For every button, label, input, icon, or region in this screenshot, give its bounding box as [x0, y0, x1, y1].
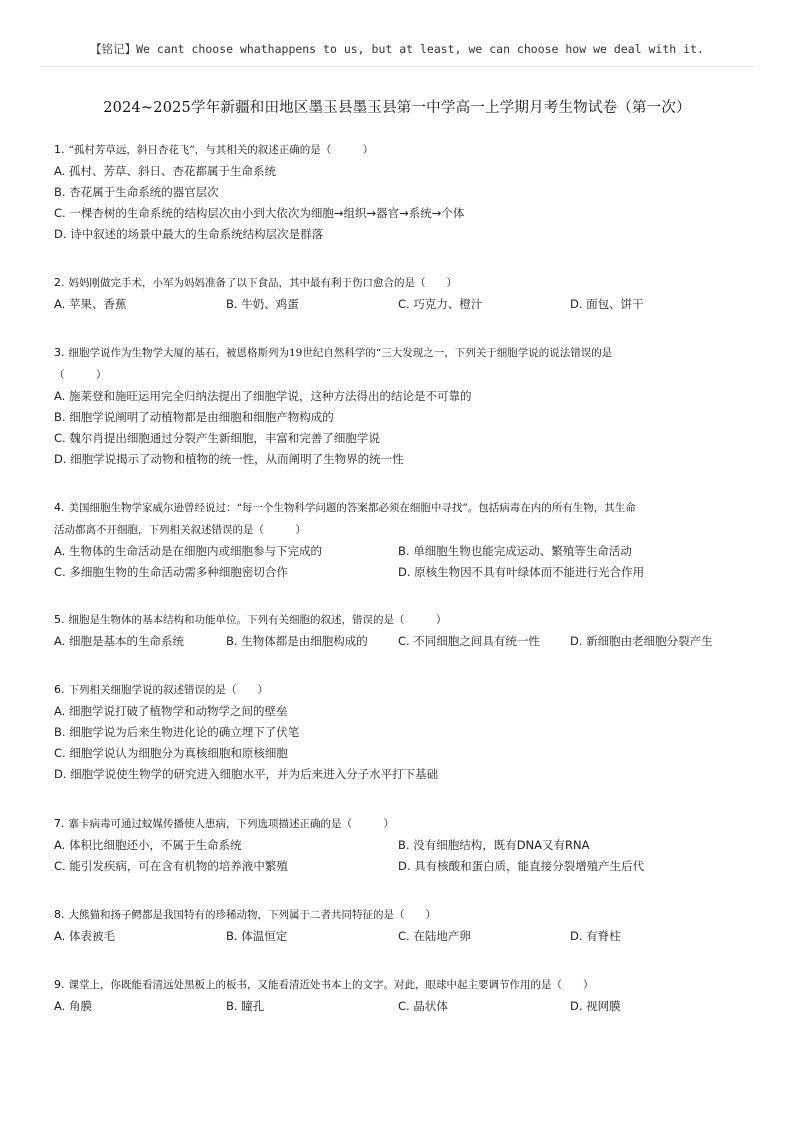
question-stem: [54, 813, 744, 835]
option-c: C. 巧克力、橙汁: [398, 297, 483, 311]
question-text-line-2: （ ）: [54, 369, 107, 381]
question-1: [54, 139, 744, 245]
option-b: B. 细胞学说为后来生物进化论的确立埋下了伏笔: [54, 725, 300, 739]
question-9: [54, 974, 744, 1017]
option-row: [54, 835, 744, 856]
question-number: 3.: [54, 346, 65, 359]
option-a: A. 细胞是基本的生命系统: [54, 634, 184, 648]
option-row: [54, 996, 744, 1017]
option-a: A. 体表被毛: [54, 929, 115, 943]
question-stem: [54, 497, 744, 519]
option-c: C. 不同细胞之间具有统一性: [398, 634, 540, 648]
question-text: 课堂上，你既能看清远处黑板上的板书，又能看清近处书本上的文字。对此，眼球中起主要调节作用的是（ ）: [68, 979, 594, 991]
option-d: D. 具有核酸和蛋白质，能直接分裂增殖产生后代: [398, 859, 645, 873]
question-text: 大熊猫和扬子鳄都是我国特有的珍稀动物，下列属于二者共同特征的是（ ）: [68, 909, 436, 921]
page-title: 2024~2025学年新疆和田地区墨玉县墨玉县第一中学高一上学期月考生物试卷（第一次）: [103, 100, 691, 116]
option-c: C. 能引发疾病，可在含有机物的培养液中繁殖: [54, 859, 288, 873]
option-b: B. 单细胞生物也能完成运动、繁殖等生命活动: [398, 544, 632, 558]
question-stem: [54, 974, 744, 996]
question-number: 7.: [54, 817, 65, 830]
question-number: 9.: [54, 978, 65, 991]
question-5: [54, 609, 744, 652]
option-row: [54, 294, 744, 315]
option-d: D. 细胞学说揭示了动物和植物的统一性，从而阐明了生物界的统一性: [54, 452, 404, 466]
option-a: A. 苹果、香蕉: [54, 297, 127, 311]
option-b: B. 没有细胞结构，既有DNA又有RNA: [398, 838, 590, 852]
option-a: A. 生物体的生命活动是在细胞内或细胞参与下完成的: [54, 544, 322, 558]
question-text-line-1: 美国细胞生物学家威尔逊曾经说过：“每一个生物科学问题的答案都必须在细胞中寻找”。包括病毒在内的所有生物，其生命: [68, 502, 636, 514]
option-row: [54, 562, 744, 583]
option-d: D. 原核生物因不具有叶绿体而不能进行光合作用: [398, 565, 645, 579]
question-number: 4.: [54, 501, 65, 514]
question-text: “孤村芳草远，斜日杏花飞”，与其相关的叙述正确的是（ ）: [68, 144, 374, 156]
motto-header: 【铭记】We cant choose whathappens to us, but at least, we can choose how we deal with it.: [90, 42, 704, 56]
option-b: B. 体温恒定: [226, 929, 288, 943]
option-c: C. 多细胞生物的生命活动需多种细胞密切合作: [54, 565, 288, 579]
question-stem: [54, 139, 744, 161]
option-b: B. 杏花属于生命系统的器官层次: [54, 185, 219, 199]
question-text: 妈妈刚做完手术，小军为妈妈准备了以下食品，其中最有利于伤口愈合的是（ ）: [68, 277, 457, 289]
option-a: A. 孤村、芳草、斜日、杏花都属于生命系统: [54, 164, 276, 178]
option-d: D. 诗中叙述的场景中最大的生命系统结构层次是群落: [54, 227, 324, 241]
option-d: D. 新细胞由老细胞分裂产生: [570, 634, 713, 648]
option-b: B. 瞳孔: [226, 999, 265, 1013]
question-text: 寨卡病毒可通过蚊媒传播使人患病，下列选项描述正确的是（ ）: [68, 818, 394, 830]
option-c: C. 晶状体: [398, 999, 448, 1013]
question-stem: [54, 679, 744, 701]
option-b: B. 牛奶、鸡蛋: [226, 297, 299, 311]
option-row: [54, 541, 744, 562]
question-stem: [54, 272, 744, 294]
question-stem: [54, 609, 744, 631]
question-text-line-2: 活动都离不开细胞，下列相关叙述错误的是（ ）: [54, 524, 306, 536]
question-number: 6.: [54, 683, 65, 696]
option-a: A. 细胞学说打破了植物学和动物学之间的壁垒: [54, 704, 288, 718]
option-b: B. 生物体都是由细胞构成的: [226, 634, 368, 648]
option-d: D. 有脊柱: [570, 929, 621, 943]
option-b: B. 细胞学说阐明了动植物都是由细胞和细胞产物构成的: [54, 410, 334, 424]
option-a: A. 施莱登和施旺运用完全归纳法提出了细胞学说，这种方法得出的结论是不可靠的: [54, 389, 472, 403]
option-row: [54, 631, 744, 652]
option-c: C. 细胞学说认为细胞分为真核细胞和原核细胞: [54, 746, 288, 760]
option-c: C. 魏尔肖提出细胞通过分裂产生新细胞，丰富和完善了细胞学说: [54, 431, 380, 445]
question-number: 8.: [54, 908, 65, 921]
option-c: C. 在陆地产卵: [398, 929, 471, 943]
question-stem: [54, 904, 744, 926]
option-c: C. 一棵杏树的生命系统的结构层次由小到大依次为细胞→组织→器官→系统→个体: [54, 206, 465, 220]
header-divider: [40, 66, 754, 67]
question-2: [54, 272, 744, 315]
question-text: 细胞是生物体的基本结构和功能单位。下列有关细胞的叙述，错误的是（ ）: [68, 614, 447, 626]
question-text: 下列相关细胞学说的叙述错误的是（ ）: [68, 684, 268, 696]
option-row: [54, 856, 744, 877]
question-stem: [54, 342, 744, 364]
question-text-line-1: 细胞学说作为生物学大厦的基石，被恩格斯列为19世纪自然科学的“三大发现之一，下列关于细胞学说的说法错误的是: [68, 347, 613, 359]
question-3: [54, 342, 744, 470]
option-d: D. 视网膜: [570, 999, 621, 1013]
question-number: 5.: [54, 613, 65, 626]
question-7: [54, 813, 744, 877]
option-row: [54, 926, 744, 947]
question-number: 1.: [54, 143, 65, 156]
question-number: 2.: [54, 276, 65, 289]
question-4: [54, 497, 744, 583]
option-a: A. 体积比细胞还小，不属于生命系统: [54, 838, 242, 852]
question-8: [54, 904, 744, 947]
option-d: D. 细胞学说使生物学的研究进入细胞水平，并为后来进入分子水平打下基础: [54, 767, 439, 781]
option-a: A. 角膜: [54, 999, 92, 1013]
question-6: [54, 679, 744, 785]
option-d: D. 面包、饼干: [570, 297, 644, 311]
